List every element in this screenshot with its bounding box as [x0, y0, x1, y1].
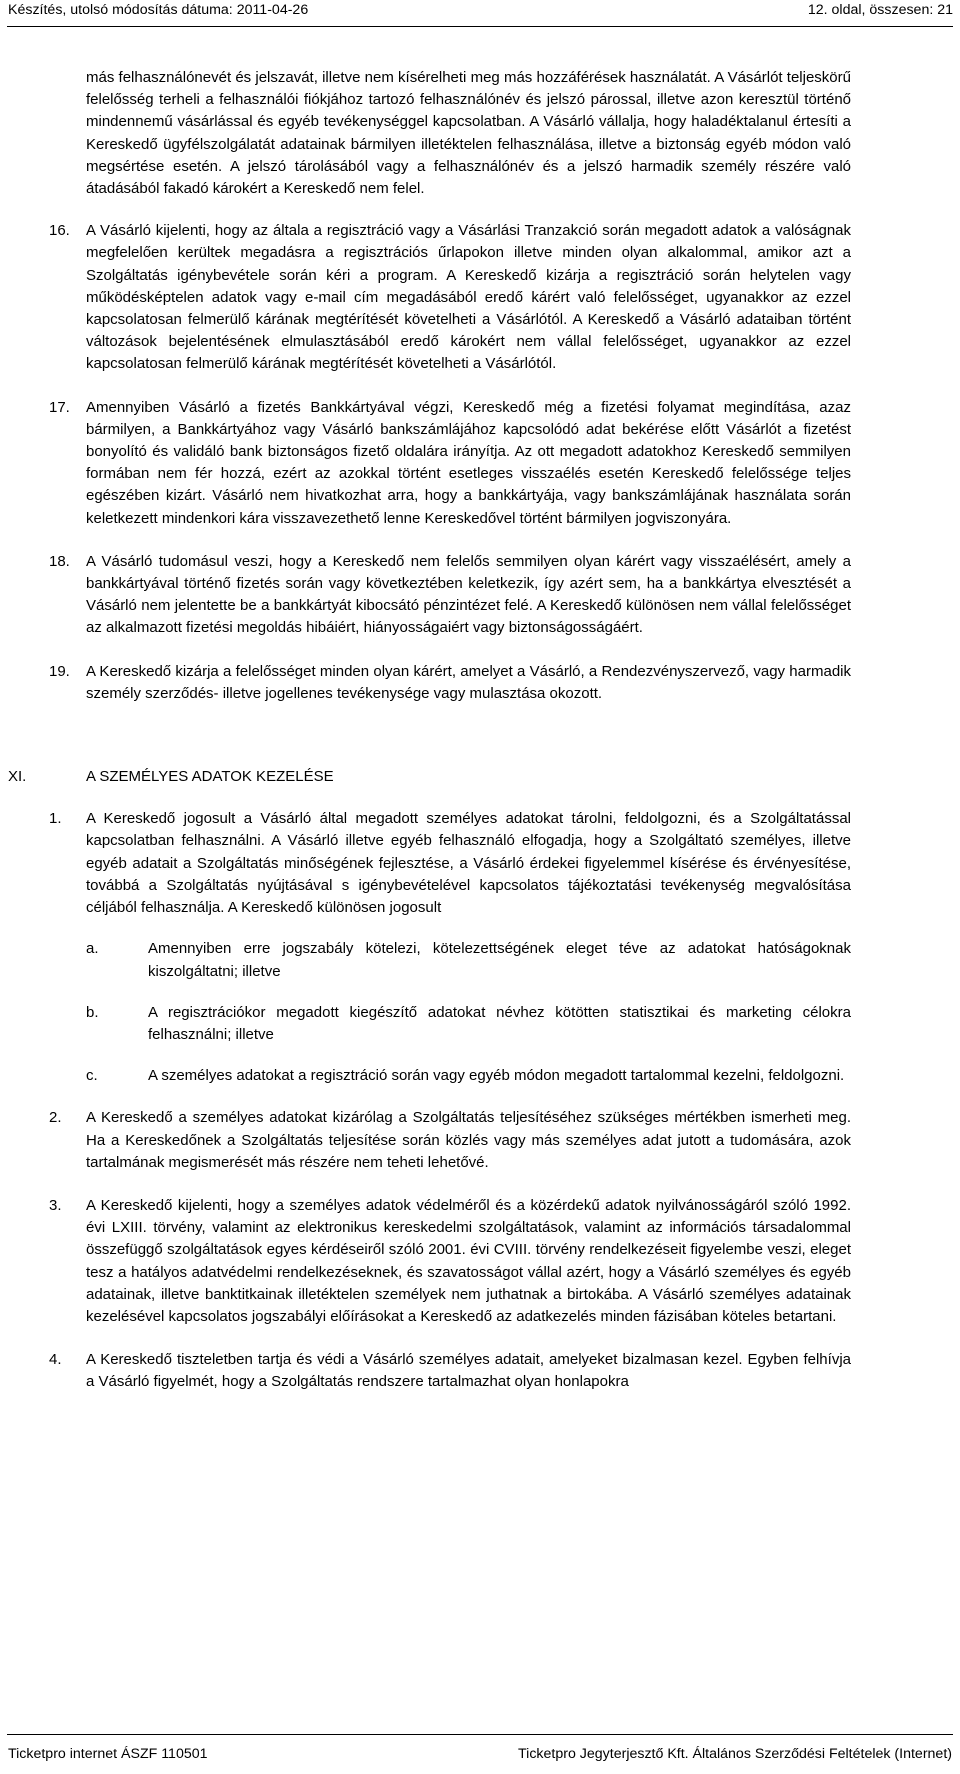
- item-2: [49, 1107, 851, 1174]
- clause-number: 19.: [49, 662, 70, 680]
- document-body: [8, 67, 851, 1394]
- item-1: [49, 808, 851, 1087]
- subitem-text: A regisztrációkor megadott kiegészítő adatokat névhez kötötten statisztikai és marketing célokra felhasználni; illetve: [148, 1003, 851, 1043]
- header-date: Készítés, utolsó módosítás dátuma: 2011-04-26: [8, 2, 309, 18]
- item-text: A Kereskedő kijelenti, hogy a személyes adatok védelméről és a közérdekű adatok nyilvánosságáról szóló 1992. évi LXIII. törvény, valamint az elektronikus kereskedelmi szolgáltatások, valamint az információs társadalommal összefüggő szolgáltatások egyes kérdéseiről szóló 2001. évi CVIII. törvény rendelkezéseit figyelembe veszi, eleget tesz a hatályos adatvédelmi rendelkezéseknek, és szavatosságot vállal azért, hogy a Vásárló személyes és egyéb adatainak, illetve banktitkainak illetéktelen személyek nem juthatnak a birtokába. A Vásárló személyes adatainak kezelésével kapcsolatos jogszabályi előírásokat a Kereskedő az adatkezelés minden fázisában köteles betartani.: [86, 1196, 851, 1325]
- item-text: A Kereskedő jogosult a Vásárló által megadott személyes adatokat tárolni, feldolgozni, és a Szolgáltatással kapcsolatban felhasználni. A Vásárló illetve egyéb felhasználó elfogadja, hogy a Szolgáltató személyes, illetve egyéb adatait a Szolgáltatás minőségének fejlesztése, a Vásárló érdekei figyelemmel kísérése és érvényesítése, továbbá a Szolgáltatás nyújtásával s igénybevételével kapcsolatos tájékoztatási tevékenység megvalósítása céljából felhasználja. A Kereskedő különösen jogosult: [86, 810, 851, 917]
- item-number: 4.: [49, 1351, 62, 1369]
- item-4: [49, 1349, 851, 1393]
- subitem-c: [86, 1065, 851, 1087]
- subitem-a: [86, 938, 851, 982]
- footer-document-id: Ticketpro internet ÁSZF 110501: [8, 1746, 208, 1762]
- footer-rule: [7, 1734, 953, 1735]
- item-number: 3.: [49, 1196, 62, 1214]
- clause-18: [49, 551, 851, 640]
- section-title: A SZEMÉLYES ADATOK KEZELÉSE: [86, 768, 334, 786]
- clause-number: 18.: [49, 552, 70, 570]
- clause-text: A Vásárló tudomásul veszi, hogy a Kereskedő nem felelős semmilyen olyan kárért vagy visszaélésért, amely a bankkártyával történő fizetés során vagy következtében keletkezik, így azért sem, ha a bankkártya elvesztését a Vásárló nem jelentette be a bankkártyát kibocsátó pénzintézet felé. A Kereskedő különösen nem vállal felelősséget az alkalmazott fizetési megoldás hibáiért, hiányosságaiért vagy biztonságosságáért.: [86, 552, 851, 637]
- header-page-count: 12. oldal, összesen: 21: [807, 2, 953, 18]
- subitem-letter: a.: [86, 940, 99, 958]
- page-header: [0, 0, 960, 34]
- section-heading: [8, 766, 851, 788]
- item-text: A Kereskedő tiszteletben tartja és védi a Vásárló személyes adatait, amelyeket bizalmasan kezel. Egyben felhívja a Vásárló figyelmét, hogy a Szolgáltatás rendszere tartalmazhat olyan honlapokra: [86, 1351, 851, 1391]
- footer-document-title: Ticketpro Jegyterjesztő Kft. Általános Szerződési Feltételek (Internet): [518, 1746, 952, 1762]
- clause-19: [49, 661, 851, 705]
- item-text: A Kereskedő a személyes adatokat kizárólag a Szolgáltatás teljesítéséhez szükséges mértékben ismerheti meg. Ha a Kereskedőnek a Szolgáltatás teljesítése során közlés vagy más személyes adat jutott a tudomására, azok tartalmának megismerését más részére nem teheti lehetővé.: [86, 1109, 851, 1171]
- subitem-b: [86, 1002, 851, 1046]
- clause-16: [49, 220, 851, 375]
- clause-17: [49, 397, 851, 530]
- clause-text: A Kereskedő kizárja a felelősséget minden olyan kárért, amelyet a Vásárló, a Rendezvényszervező, vagy harmadik személy szerződés- illetve jogellenes tevékenysége vagy mulasztása okozott.: [86, 662, 851, 702]
- item-number: 2.: [49, 1109, 62, 1127]
- page-footer: [0, 1734, 960, 1774]
- subitem-letter: c.: [86, 1067, 98, 1085]
- subitem-letter: b.: [86, 1003, 99, 1021]
- clause-number: 17.: [49, 398, 70, 416]
- subitem-text: A személyes adatokat a regisztráció során vagy egyéb módon megadott tartalommal kezelni, feldolgozni.: [148, 1067, 845, 1085]
- clause-text: Amennyiben Vásárló a fizetés Bankkártyával végzi, Kereskedő még a fizetési folyamat megindítása, azaz bármilyen, a Bankkártyához vagy Vásárló bankszámlájához kapcsolódó adat bekérése előtt Vásárlót a fizetést bonyolító és validáló bank biztonságos fizető oldalára irányítja. Az ott megadott adatokhoz Kereskedő semmilyen formában nem fér hozzá, ezért az azokkal történt esetleges visszaélés esetén Kereskedő felelőssége teljes egészében kizárt. Vásárló nem hivatkozhat arra, hogy a bankkártyája, vagy bankszámlájának használata során keletkezett mindenkori kára visszavezethető lenne Kereskedővel történt bármilyen jogviszonyára.: [86, 398, 851, 527]
- intro-paragraph: más felhasználónevét és jelszavát, illetve nem kísérelheti meg más hozzáférések használatát. A Vásárlót teljeskörű felelősség terheli a felhasználói fiókjához tartozó felhasználónév és jelszó párossal, illetve azon keresztül történő mindennemű vásárlással és egyéb tevékenységgel kapcsolatban. A Vásárló vállalja, hogy haladéktalanul értesíti a Kereskedő ügyfélszolgálatát adatainak bármilyen illetéktelen felhasználása, illetve a biztonság egyéb módon való megsértése esetén. A jelszó tárolásából vagy a felhasználónév és a jelszó harmadik személy részére való átadásából fakadó károkért a Kereskedő nem felel.: [86, 69, 851, 198]
- clause-number: 16.: [49, 222, 70, 240]
- header-rule: [7, 26, 953, 27]
- subitem-text: Amennyiben erre jogszabály kötelezi, kötelezettségének eleget téve az adatokat hatóságoknak kiszolgáltatni; illetve: [148, 940, 851, 980]
- section-number: XI.: [8, 768, 27, 786]
- item-number: 1.: [49, 810, 62, 828]
- item-3: [49, 1195, 851, 1328]
- clause-text: A Vásárló kijelenti, hogy az általa a regisztráció vagy a Vásárlási Tranzakció során megadott adatok a valóságnak megfelelően kerültek megadásra a regisztrációs űrlapokon illetve minden olyan alkalommal, amikor azt a Szolgáltatás igénybevétele során kéri a program. A Kereskedő kizárja a regisztráció során helytelen vagy működésképtelen adatok vagy e-mail cím megadásából eredő kárért való felelősséget, ugyanakkor az ezzel kapcsolatosan felmerülő kárának megtérítését követelheti a Vásárlótól. A Kereskedő a Vásárló adataiban történt változások bejelentésének elmulasztásából eredő károkért nem vállal felelősséget, ugyanakkor az ezzel kapcsolatosan felmerülő kárának megtérítését követelheti a Vásárlótól.: [86, 222, 851, 373]
